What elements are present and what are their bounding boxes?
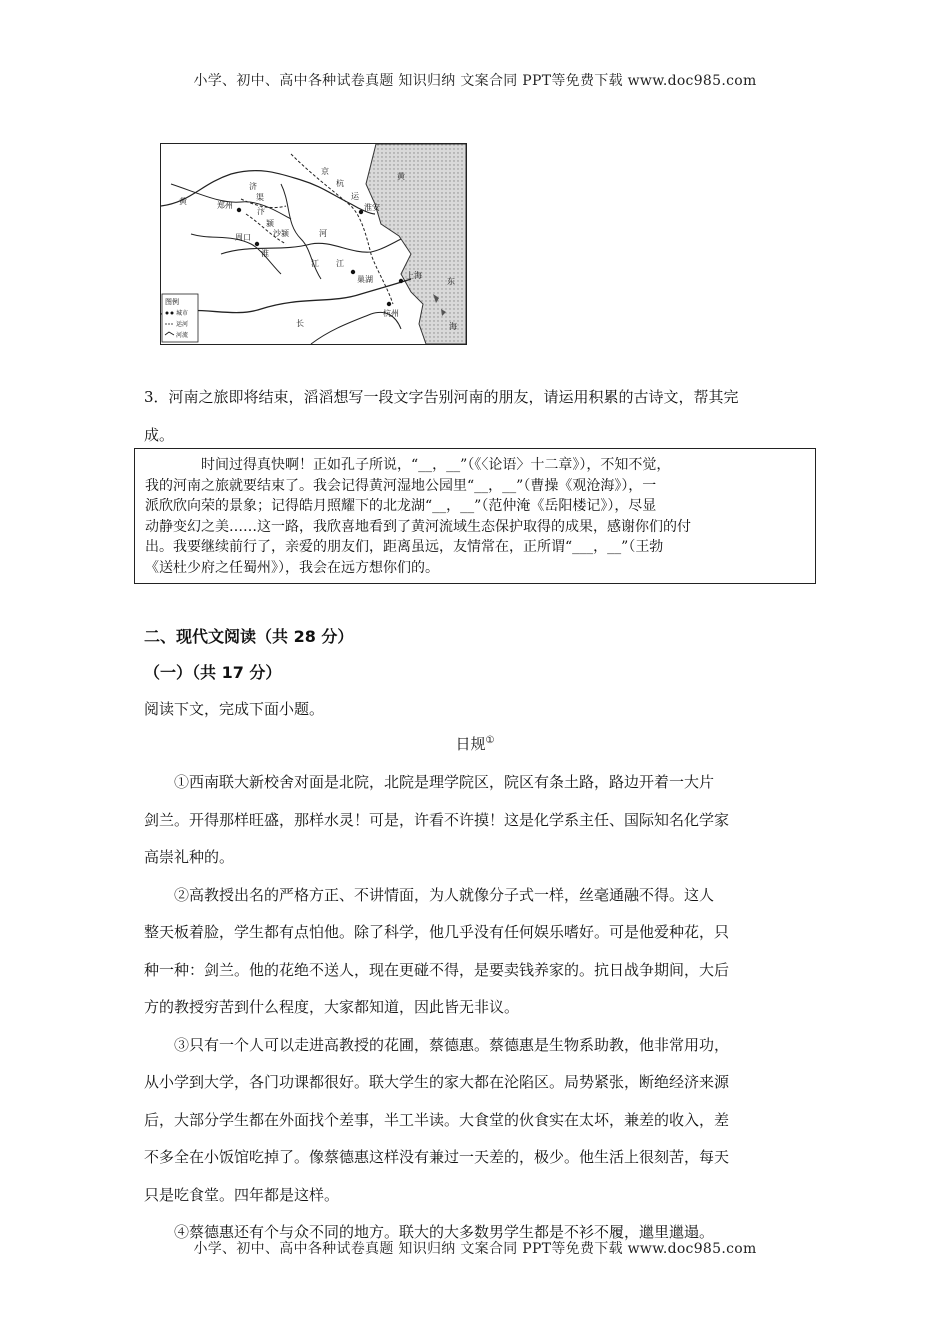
map-label: 颍 (266, 219, 274, 228)
question-3 (144, 378, 814, 454)
map-label: 运 (351, 192, 359, 201)
article-line: 不多全在小饭馆吃掉了。像蔡德惠这样没有兼过一天差的，极少。他生活上很刻苦，每天 (144, 1148, 730, 1166)
map-label: 京 (321, 167, 329, 176)
map-legend (162, 294, 198, 342)
map-label: 河 (319, 229, 327, 238)
map-label: 周口 (235, 233, 251, 242)
article-line: 高崇礼种的。 (144, 848, 235, 866)
map-label: 汴 (257, 207, 265, 216)
map-label: 东 (447, 277, 455, 286)
article-line: ④蔡德惠还有个与众不同的地方。联大的大多数男学生都是不衫不履，邋里邋遢。 (174, 1223, 715, 1241)
svg-text:图例: 图例 (165, 298, 179, 306)
map-figure (161, 144, 466, 344)
map-label: 巢湖 (357, 275, 373, 284)
answer-line: 时间过得真快啊！正如孔子所说，“__，__”（《〈论语〉十二章》），不知不觉， (201, 457, 671, 473)
map-label: 济 (249, 182, 257, 191)
subsection-heading: （一）（共 17 分） (144, 663, 282, 682)
article-line: 后，大部分学生都在外面找个差事，半工半读。大食堂的伙食实在太坏，兼差的收入，差 (144, 1110, 730, 1129)
map-label: 黄 (397, 172, 405, 181)
map-label: 杭州 (383, 309, 399, 318)
article-line: ③只有一个人可以走进高教授的花圃，蔡德惠。蔡德惠是生物系助教，他非常用功， (174, 1035, 730, 1054)
page-footer: 小学、初中、高中各种试卷真题 知识归纳 文案合同 PPT等免费下载 www.doc985.com (193, 1241, 757, 1257)
map-label: 淮安 (364, 203, 380, 212)
map-label: 海 (449, 322, 457, 331)
map-label: 上海 (406, 271, 422, 280)
article-line: 方的教授穷苦到什么程度，大家都知道，因此皆无非议。 (144, 998, 520, 1016)
answer-line: 动静变幻之美……这一路，我欣喜地看到了黄河流域生态保护取得的成果，感谢你们的付 (145, 518, 691, 535)
map-label: 黄 (179, 197, 187, 206)
answer-box (134, 448, 816, 584)
map-label: 杭 (336, 179, 344, 188)
map-label: 沙颍 (273, 229, 289, 238)
article-body (144, 764, 806, 1252)
map-label: 郑州 (217, 201, 233, 210)
page-header: 小学、初中、高中各种试卷真题 知识归纳 文案合同 PPT等免费下载 www.doc985.com (193, 73, 757, 89)
svg-text:河流: 河流 (176, 332, 189, 339)
footnote-mark: ① (485, 735, 495, 746)
question-3-line: 3．河南之旅即将结束，滔滔想写一段文字告别河南的朋友，请运用积累的古诗文，帮其完 (144, 388, 739, 406)
sea-area (366, 144, 466, 344)
svg-text:运河: 运河 (176, 321, 189, 328)
canal-map (160, 143, 467, 345)
svg-text:城市: 城市 (176, 310, 189, 317)
article-line: 种一种：剑兰。他的花绝不送人，现在更碰不得，是要卖钱养家的。抗日战争期间，大后 (144, 960, 730, 979)
article-line: 整天板着脸，学生都有点怕他。除了科学，他几乎没有任何娱乐嗜好。可是他爱种花，只 (144, 923, 730, 941)
article-title-text: 日规 (455, 735, 486, 753)
yangtze-river (161, 279, 411, 314)
instructions: 阅读下文，完成下面小题。 (144, 700, 325, 718)
answer-line: 《送杜少府之任蜀州》），我会在远方想你们的。 (145, 559, 439, 576)
article-line: ②高教授出名的严格方正、不讲情面，为人就像分子式一样，丝毫通融不得。这人 (174, 885, 715, 904)
map-label: 长 (296, 319, 304, 328)
article-title (0, 733, 950, 754)
question-3-line: 成。 (144, 426, 175, 444)
article-line: 只是吃食堂。四年都是这样。 (144, 1185, 340, 1204)
article-line: 从小学到大学，各门功课都很好。联大学生的家大都在沦陷区。局势紧张，断绝经济来源 (144, 1073, 730, 1091)
section-heading: 二、现代文阅读（共 28 分） (144, 627, 354, 646)
article-line: ①西南联大新校舍对面是北院，北院是理学院区，院区有条土路，路边开着一大片 (174, 773, 715, 791)
article-line: 剑兰。开得那样旺盛，那样水灵！可是，许看不许摸！这是化学系主任、国际知名化学家 (144, 810, 730, 829)
map-label: 江 (311, 259, 319, 268)
answer-line: 出。我要继续前行了，亲爱的朋友们，距离虽远，友情常在，正所谓“___，__”（王勃 (145, 539, 664, 555)
map-label: 江 (336, 259, 344, 268)
answer-line: 派欣欣向荣的景象；记得皓月照耀下的北龙湖“__，__”（范仲淹《岳阳楼记》），尽显 (145, 498, 657, 514)
map-label: 淮 (261, 249, 269, 258)
map-label: 渠 (256, 193, 264, 202)
answer-line: 我的河南之旅就要结束了。我会记得黄河湿地公园里“__，__”（曹操《观沧海》），一 (145, 477, 657, 494)
